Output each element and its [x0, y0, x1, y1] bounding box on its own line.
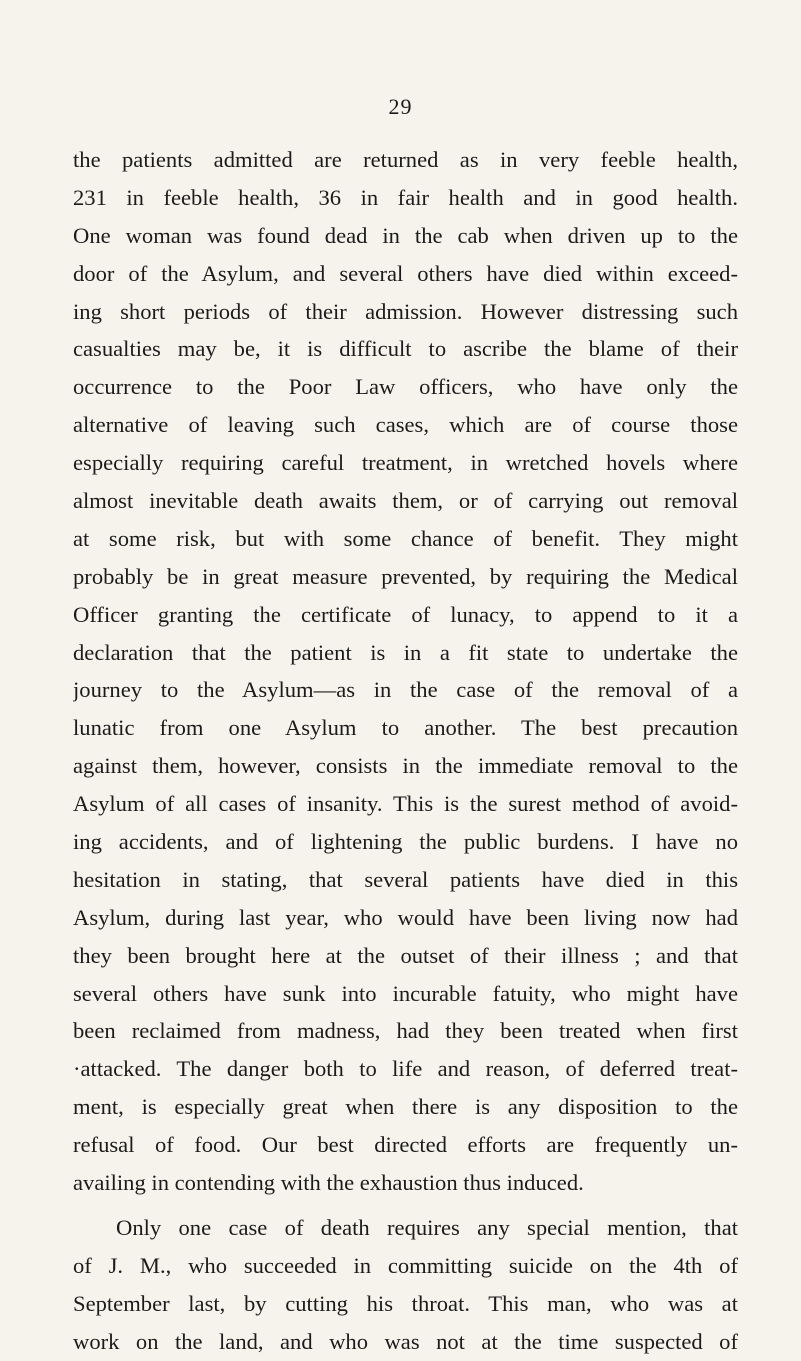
text-line: declaration that the patient is in a fit state to undertake the: [73, 639, 738, 665]
text-line: One woman was found dead in the cab when driven up to the: [73, 222, 738, 248]
paragraph-1: [73, 141, 738, 1202]
text-line: hesitation in stating, that several patients have died in this: [73, 866, 738, 892]
page-number: 29: [388, 94, 413, 119]
text-line: Asylum, during last year, who would have been living now had: [73, 904, 738, 930]
text-line: several others have sunk into incurable fatuity, who might have: [73, 980, 738, 1006]
text-line: 231 in feeble health, 36 in fair health and in good health.: [73, 184, 738, 210]
paragraph-2: [73, 1209, 738, 1361]
text-line: almost inevitable death awaits them, or of carrying out removal: [73, 488, 738, 514]
text-line: September last, by cutting his throat. This man, who was at: [73, 1290, 738, 1316]
text-line: journey to the Asylum—as in the case of the removal of a: [73, 677, 738, 703]
text-line: ing accidents, and of lightening the public burdens. I have no: [73, 829, 738, 855]
text-line: Asylum of all cases of insanity. This is the surest method of avoid-: [73, 791, 738, 817]
text-line: ment, is especially great when there is any disposition to the: [73, 1094, 738, 1120]
text-line: especially requiring careful treatment, in wretched hovels where: [73, 450, 738, 476]
text-line: lunatic from one Asylum to another. The best precaution: [73, 715, 738, 741]
text-line: door of the Asylum, and several others have died within exceed-: [73, 260, 738, 286]
text-line: work on the land, and who was not at the time suspected of: [73, 1328, 738, 1354]
text-line: occurrence to the Poor Law officers, who have only the: [73, 374, 738, 400]
text-line: the patients admitted are returned as in very feeble health,: [73, 147, 738, 172]
text-line: against them, however, consists in the immediate removal to the: [73, 753, 738, 779]
text-line: alternative of leaving such cases, which are of course those: [73, 412, 738, 438]
text-line: of J. M., who succeeded in committing suicide on the 4th of: [73, 1252, 738, 1278]
text-line: ing short periods of their admission. However distressing such: [73, 298, 738, 324]
text-line: they been brought here at the outset of their illness ; and that: [73, 942, 738, 968]
text-line: availing in contending with the exhaustion thus induced.: [73, 1170, 584, 1196]
text-line: been reclaimed from madness, had they been treated when first: [73, 1018, 738, 1044]
body-text: [73, 141, 738, 1361]
text-line: refusal of food. Our best directed efforts are frequently un-: [73, 1132, 738, 1158]
text-line: Only one case of death requires any special mention, that: [116, 1214, 738, 1240]
text-line: Officer granting the certificate of lunacy, to append to it a: [73, 601, 738, 627]
text-line: ·attacked. The danger both to life and reason, of deferred treat-: [73, 1056, 738, 1082]
text-line: at some risk, but with some chance of benefit. They might: [73, 525, 738, 551]
text-line: casualties may be, it is difficult to ascribe the blame of their: [73, 336, 738, 362]
paragraph-gap: [73, 1202, 738, 1209]
text-line: probably be in great measure prevented, by requiring the Medical: [73, 563, 738, 589]
